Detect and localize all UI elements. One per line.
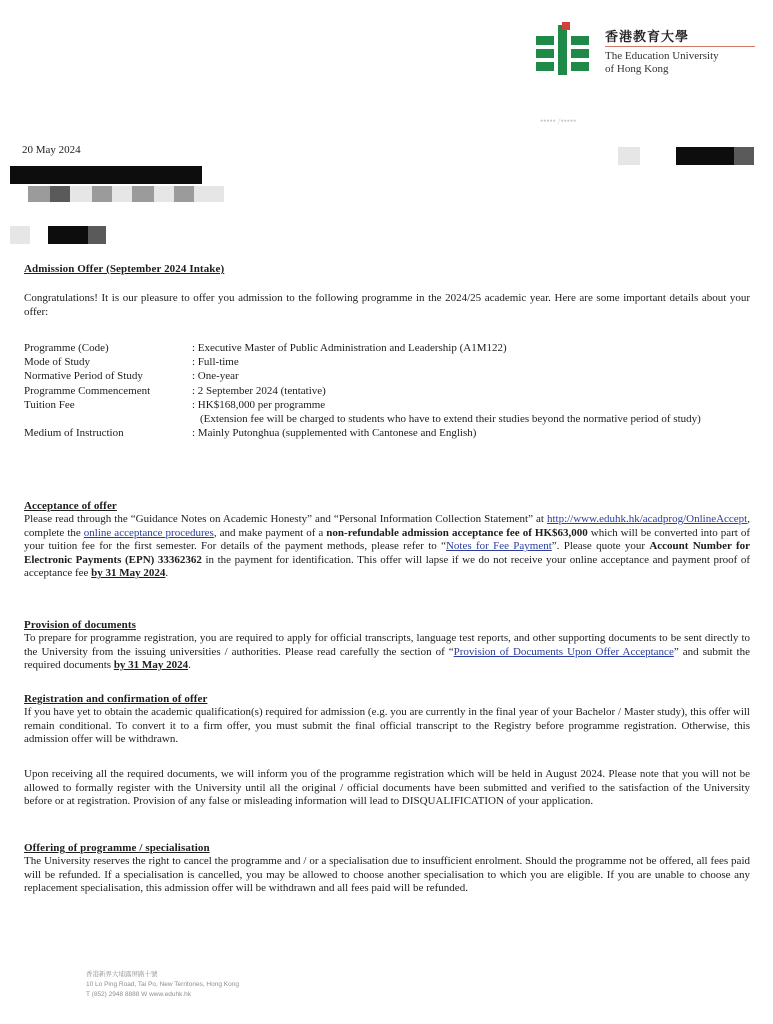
documents-title: Provision of documents [24, 619, 137, 631]
university-name [605, 30, 765, 76]
detail-row [24, 412, 712, 426]
redacted-block [92, 186, 112, 202]
redacted-block [734, 147, 754, 165]
detail-value: : HK$168,000 per programme [192, 398, 326, 411]
documents-paragraph [24, 632, 750, 673]
acceptance-text: in the payment for identification. This offer will lapse if we do not receive your online acceptance and payment proof of acceptance fee [24, 553, 751, 580]
redacted-block [618, 147, 640, 165]
offering-paragraph: The University reserves the right to cancel the programme and / or a specialisation due to insufficient enrolment. Should the programme not be offered, all fees paid will be refunded. If a specialisation is cancelled, you may be allowed to choose another specialisation to which you are eligible. If you are unable to choose any replacement specialisation, this admission offer will be withdrawn and all fees paid will be refunded. [24, 855, 750, 895]
acceptance-text: , complete the [24, 513, 750, 539]
detail-value: : Mainly Putonghua (supplemented with Cantonese and English) [192, 427, 477, 440]
detail-label [24, 412, 192, 426]
acceptance-fee: non-refundable admission acceptance fee of HK$63,000 [326, 526, 588, 539]
detail-value: : One-year [192, 370, 239, 383]
redacted-block [132, 186, 154, 202]
documents-text: . [188, 659, 191, 672]
university-name-cn: 香港教育大學 [605, 29, 690, 44]
university-name-en-2: of Hong Kong [605, 63, 669, 75]
detail-value: : Full-time [192, 356, 239, 369]
redacted-block [50, 186, 70, 202]
redacted-block [10, 226, 30, 244]
offering-title: Offering of programme / specialisation [24, 842, 210, 854]
logo-divider [605, 46, 755, 47]
documents-deadline: by 31 May 2024 [113, 659, 189, 672]
fee-payment-notes-link[interactable]: Notes for Fee Payment [445, 540, 552, 553]
documents-text: ” and submit the required documents [24, 645, 750, 672]
detail-row [24, 384, 712, 398]
detail-value: (Extension fee will be charged to students who have to extend their studies beyond the normative period of study) [200, 413, 701, 426]
epn-number: Account Number for Electronic Payments (EPN) 33362362 [24, 540, 750, 566]
online-procedures-link[interactable]: online acceptance procedures [83, 526, 214, 539]
acceptance-text: , and make payment of a [213, 526, 327, 539]
detail-row [24, 398, 712, 412]
acceptance-text: which will be converted into part of your tuition fee for the first semester. For details of the payment methods, please refer to “ [24, 526, 751, 553]
footer-contact: T (852) 2948 8888 W www.eduhk.hk [86, 991, 192, 998]
detail-label: Programme Commencement [24, 384, 151, 397]
acceptance-paragraph [24, 513, 750, 581]
acceptance-title: Acceptance of offer [24, 500, 117, 512]
acceptance-text: Please read through the “Guidance Notes on Academic Honesty” and “Personal Information Collection Statement” at [24, 513, 547, 525]
registration-paragraph-1: If you have yet to obtain the academic qualification(s) required for admission (e.g. you are currently in the final year of your Bachelor / Master study), this offer will remain conditional. To convert it to a firm offer, you must submit the final official transcript to the Registry before programme registration. Otherwise, this admission offer will be withdrawn. [24, 706, 750, 746]
detail-value: : Executive Master of Public Administration and Leadership (A1M122) [192, 342, 507, 354]
acceptance-text: ”. Please quote your [551, 540, 650, 553]
detail-row [24, 426, 712, 440]
detail-row [24, 355, 712, 369]
redacted-block [28, 186, 50, 202]
redacted-block [88, 226, 106, 244]
registration-paragraph-2: Upon receiving all the required documents, we will inform you of the programme registration which will be held in August 2024. Please note that you will not be allowed to formally register with the University until all the original / official documents have been submitted and verified to the satisfaction of the University before or at registration. Provision of any false or misleading information will lead to DISQUALIFICATION of your application. [24, 768, 750, 808]
letter-date: 20 May 2024 [22, 144, 81, 156]
redacted-block [48, 226, 88, 244]
detail-value: : 2 September 2024 (tentative) [192, 384, 326, 397]
acceptance-deadline: by 31 May 2024 [91, 567, 166, 580]
footer-address-cn: 香港新界大埔露屏路十號 [86, 971, 158, 978]
detail-row [24, 369, 712, 383]
letter-footer [86, 970, 239, 1000]
offer-intro: Congratulations! It is our pleasure to offer you admission to the following programme in the 2024/25 academic year. Here are some important details about your offer: [24, 292, 750, 318]
programme-details [24, 341, 712, 440]
detail-label: Programme (Code) [24, 342, 109, 354]
redacted-block [154, 186, 174, 202]
detail-label: Medium of Instruction [24, 427, 124, 440]
detail-label: Tuition Fee [24, 398, 75, 411]
redacted-block [70, 186, 92, 202]
detail-label: Normative Period of Study [24, 370, 143, 383]
university-name-en-1: The Education University [605, 50, 719, 62]
redacted-block [112, 186, 132, 202]
footer-address-en: 10 Lo Ping Road, Tai Po, New Territories, Hong Kong [86, 981, 239, 988]
offer-title: Admission Offer (September 2024 Intake) [24, 263, 225, 275]
reference-number: ••••• /••••• [540, 116, 577, 126]
detail-label: Mode of Study [24, 356, 90, 369]
online-accept-link[interactable]: http://www.eduhk.hk/acadprog/OnlineAccept [546, 513, 748, 525]
redacted-name [10, 166, 202, 184]
registration-title: Registration and confirmation of offer [24, 693, 208, 705]
redacted-block [676, 147, 734, 165]
provision-documents-link[interactable]: Provision of Documents Upon Offer Acceptance [453, 645, 674, 658]
acceptance-text: . [165, 567, 169, 580]
redacted-block [194, 186, 224, 202]
redacted-block [174, 186, 194, 202]
detail-row [24, 341, 712, 355]
documents-text: To prepare for programme registration, you are required to apply for official transcripts, language test reports, and other supporting documents to be sent directly to the University from the issuing universities / authorities. Please read carefully the section of “ [24, 632, 750, 658]
eduhk-logo-icon [536, 22, 598, 80]
